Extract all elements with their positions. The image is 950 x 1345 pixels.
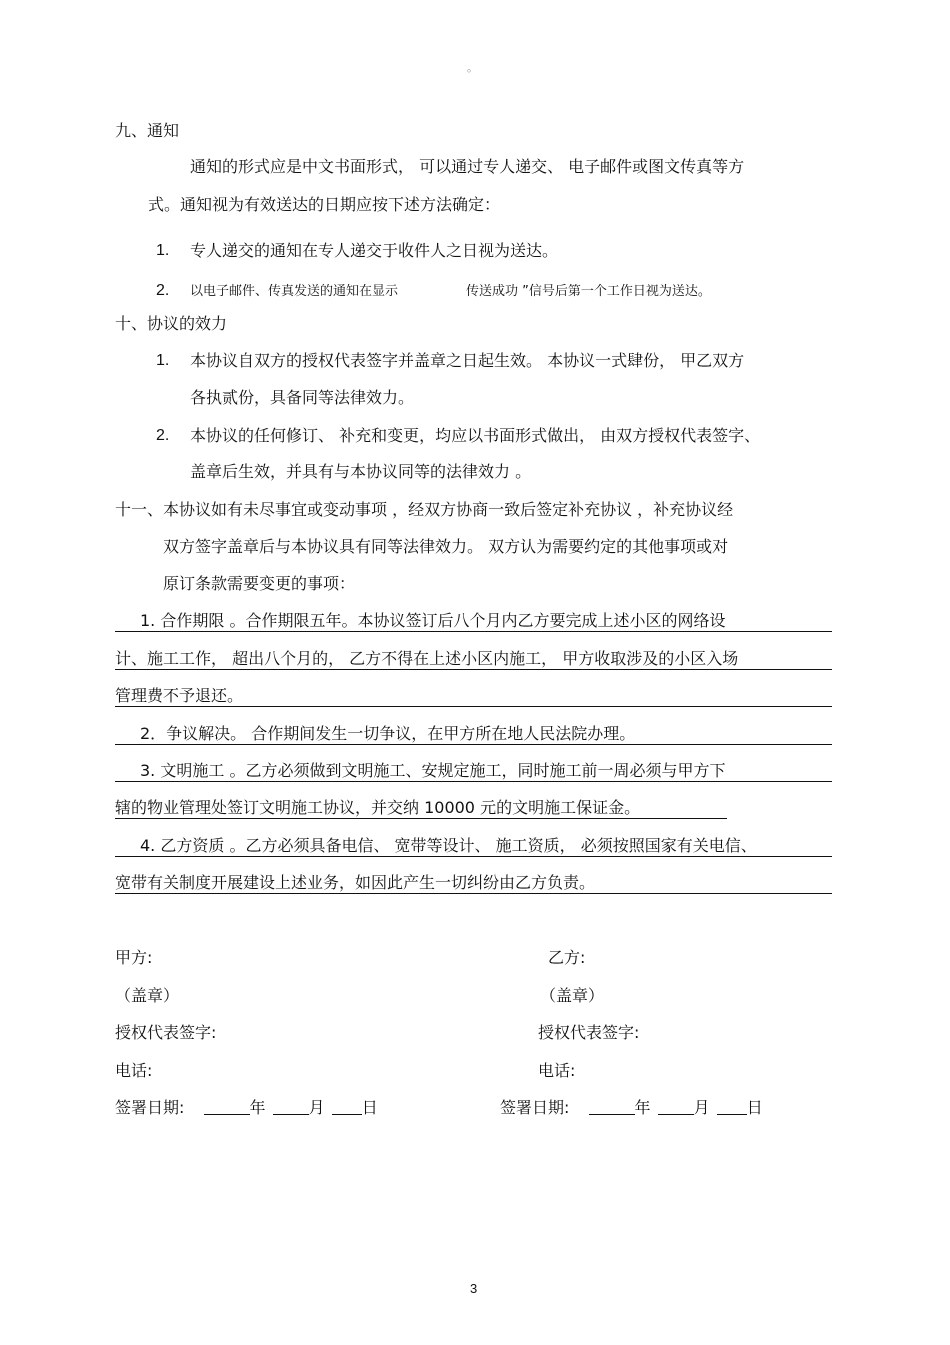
section-10-item-2-number: 2. [156, 427, 170, 444]
underline [115, 856, 832, 857]
section-10-item-2-line-1: 本协议的任何修订、 补充和变更，均应以书面形式做出， 由双方授权代表签字、 [190, 426, 761, 445]
section-11-line-3: 原订条款需要变更的事项： [163, 574, 356, 593]
month-blank [273, 1098, 309, 1115]
term-1-line-3: 管理费不予退还。 [115, 686, 244, 705]
month-label: 月 [308, 1098, 325, 1117]
term-1-line-1: 1. 合作期限 。合作期限五年。本协议签订后八个月内乙方要完成上述小区的网络设 [140, 611, 726, 630]
party-a-seal: （盖章） [115, 986, 180, 1005]
party-a-sign-date [115, 1098, 378, 1118]
section-9-item-2-text-a: 以电子邮件、传真发送的通知在显示 [190, 284, 399, 299]
year-blank [589, 1098, 635, 1115]
month-blank [658, 1098, 694, 1115]
underline [115, 781, 832, 782]
section-9-item-1-number: 1. [156, 242, 170, 259]
section-10-item-1-line-1: 本协议自双方的授权代表签字并盖章之日起生效。 本协议一式肆份， 甲乙双方 [190, 351, 745, 370]
year-label: 年 [249, 1098, 266, 1117]
underline [115, 631, 832, 632]
section-10-item-1-number: 1. [156, 352, 170, 369]
year-blank [204, 1098, 250, 1115]
section-9-paragraph-line-1: 通知的形式应是中文书面形式， 可以通过专人递交、 电子邮件或图文传真等方 [190, 157, 745, 176]
term-2-line-1: 2．争议解决。 合作期间发生一切争议，在甲方所在地人民法院办理。 [140, 724, 636, 743]
section-9-item-2-number: 2. [156, 282, 170, 299]
page-number: 3 [470, 1281, 478, 1296]
term-1-line-2: 计、施工工作， 超出八个月的， 乙方不得在上述小区内施工， 甲方收取涉及的小区入场 [115, 649, 739, 668]
section-10-item-2-line-2: 盖章后生效，并具有与本协议同等的法律效力 。 [190, 462, 532, 481]
underline [115, 818, 727, 819]
underline [115, 706, 832, 707]
day-label: 日 [361, 1098, 378, 1117]
underline [115, 669, 832, 670]
party-a-rep-signature: 授权代表签字: [115, 1023, 217, 1042]
year-label: 年 [634, 1098, 651, 1117]
section-10-heading: 十、协议的效力 [115, 314, 228, 333]
section-11-line-2: 双方签字盖章后与本协议具有同等法律效力。 双方认为需要约定的其他事项或对 [163, 537, 729, 556]
term-3-line-1: 3. 文明施工 。乙方必须做到文明施工、安规定施工，同时施工前一周必须与甲方下 [140, 761, 726, 780]
section-9-item-2-text-b: 传送成功 ”信号后第一个工作日视为送达。 [466, 284, 711, 299]
term-4-line-2: 宽带有关制度开展建设上述业务，如因此产生一切纠纷由乙方负责。 [115, 873, 596, 892]
party-a-label: 甲方: [115, 948, 153, 967]
header-mark: 。 [467, 61, 478, 74]
section-9-paragraph-line-2: 式。通知视为有效送达的日期应按下述方法确定： [148, 195, 501, 214]
term-3-line-2: 辖的物业管理处签订文明施工协议，并交纳 10000 元的文明施工保证金。 [115, 798, 641, 817]
party-b-rep-signature: 授权代表签字: [538, 1023, 640, 1042]
section-9-heading: 九、通知 [115, 121, 180, 140]
term-4-line-1: 4. 乙方资质 。乙方必须具备电信、 宽带等设计、 施工资质， 必须按照国家有关电信、 [140, 836, 757, 855]
section-10-item-1-line-2: 各执贰份，具备同等法律效力。 [190, 388, 415, 407]
party-a-phone: 电话: [115, 1061, 153, 1080]
section-9-item-1-text: 专人递交的通知在专人递交于收件人之日视为送达。 [190, 241, 559, 260]
day-blank [332, 1098, 362, 1115]
party-b-phone: 电话: [538, 1061, 576, 1080]
underline [115, 744, 832, 745]
party-b-sign-date [500, 1098, 763, 1118]
day-blank [717, 1098, 747, 1115]
party-a-date-label: 签署日期: [115, 1098, 185, 1117]
party-b-date-label: 签署日期: [500, 1098, 570, 1117]
party-b-label: 乙方: [548, 948, 586, 967]
day-label: 日 [746, 1098, 763, 1117]
month-label: 月 [693, 1098, 710, 1117]
section-11-line-1: 十一、本协议如有未尽事宜或变动事项 ，经双方协商一致后签定补充协议 ，补充协议经 [115, 500, 734, 519]
underline [115, 893, 832, 894]
party-b-seal: （盖章） [540, 986, 605, 1005]
